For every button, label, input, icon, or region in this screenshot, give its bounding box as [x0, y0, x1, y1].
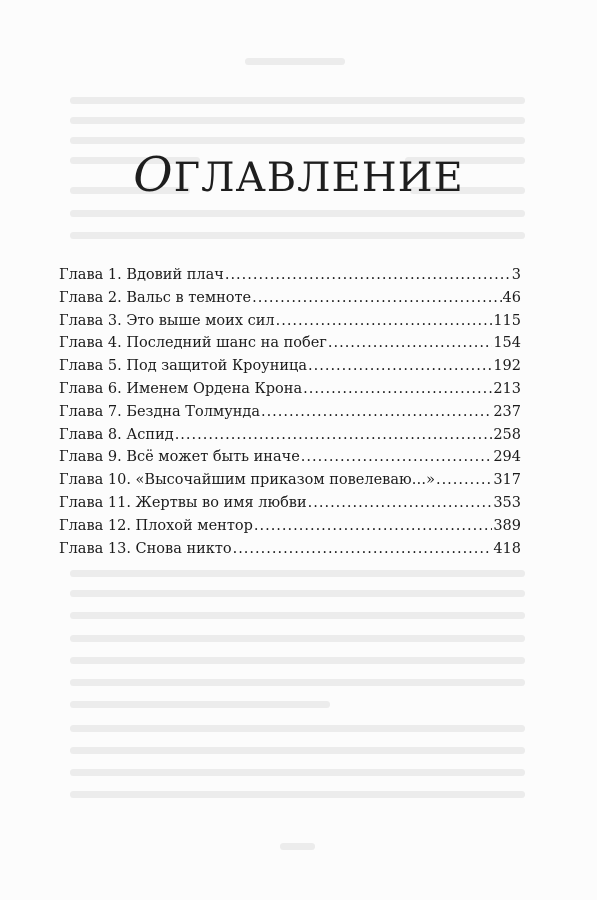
- toc-entry: [59, 492, 521, 515]
- toc-leader-dots: [301, 446, 493, 469]
- toc-entry-title: Глава 8. Аспид: [59, 426, 174, 443]
- toc-leader-dots: [261, 401, 492, 424]
- toc-entry-page: 294: [493, 449, 521, 466]
- toc-entry-page: 192: [493, 358, 521, 375]
- toc-entry-page: 258: [493, 426, 521, 443]
- toc-entry-title: Глава 10. «Высочайшим приказом повелеваю…»: [59, 472, 435, 489]
- toc-leader-dots: [303, 378, 492, 401]
- table-of-contents: [59, 264, 521, 560]
- toc-entry: [59, 355, 521, 378]
- toc-leader-dots: [308, 492, 493, 515]
- toc-entry: [59, 264, 521, 287]
- title-rest: ГЛАВЛЕНИЕ: [173, 155, 464, 201]
- toc-entry-title: Глава 7. Бездна Толмунда: [59, 403, 260, 420]
- toc-entry: [59, 332, 521, 355]
- toc-entry-title: Глава 11. Жертвы во имя любви: [59, 494, 307, 511]
- toc-entry-page: 353: [493, 494, 521, 511]
- toc-entry-page: 154: [493, 335, 521, 352]
- toc-entry: [59, 538, 521, 561]
- toc-entry-title: Глава 4. Последний шанс на побег: [59, 335, 327, 352]
- toc-entry-page: 317: [493, 472, 521, 489]
- toc-entry-title: Глава 13. Снова никто: [59, 540, 232, 557]
- toc-entry-title: Глава 2. Вальс в темноте: [59, 289, 252, 306]
- page-title: [0, 147, 597, 203]
- toc-entry-title: Глава 1. Вдовий плач: [59, 267, 224, 283]
- toc-leader-dots: [252, 287, 501, 310]
- toc-leader-dots: [225, 264, 511, 287]
- toc-leader-dots: [276, 310, 493, 333]
- toc-entry-page: 213: [493, 380, 521, 397]
- title-initial: О: [133, 147, 174, 203]
- toc-entry-title: Глава 9. Всё может быть иначе: [59, 449, 300, 466]
- toc-entry: [59, 424, 521, 447]
- toc-leader-dots: [436, 469, 492, 492]
- toc-entry-title: Глава 3. Это выше моих сил: [59, 312, 275, 329]
- toc-entry-page: 3: [511, 267, 521, 283]
- toc-entry: [59, 446, 521, 469]
- toc-entry-page: 237: [493, 403, 521, 420]
- toc-entry: [59, 401, 521, 424]
- toc-entry-page: 115: [493, 312, 521, 329]
- toc-leader-dots: [308, 355, 492, 378]
- toc-entry: [59, 310, 521, 333]
- toc-entry: [59, 469, 521, 492]
- toc-entry-title: Глава 12. Плохой ментор: [59, 517, 253, 534]
- toc-entry-page: 418: [493, 540, 521, 557]
- toc-entry-page: 389: [493, 517, 521, 534]
- toc-entry-page: 46: [502, 289, 521, 306]
- toc-entry-title: Глава 5. Под защитой Кроуница: [59, 358, 308, 375]
- toc-entry-title: Глава 6. Именем Ордена Крона: [59, 380, 303, 397]
- toc-leader-dots: [175, 424, 493, 447]
- toc-entry: [59, 287, 521, 310]
- toc-leader-dots: [328, 332, 492, 355]
- toc-entry: [59, 378, 521, 401]
- toc-entry: [59, 515, 521, 538]
- toc-leader-dots: [254, 515, 492, 538]
- toc-leader-dots: [233, 538, 493, 561]
